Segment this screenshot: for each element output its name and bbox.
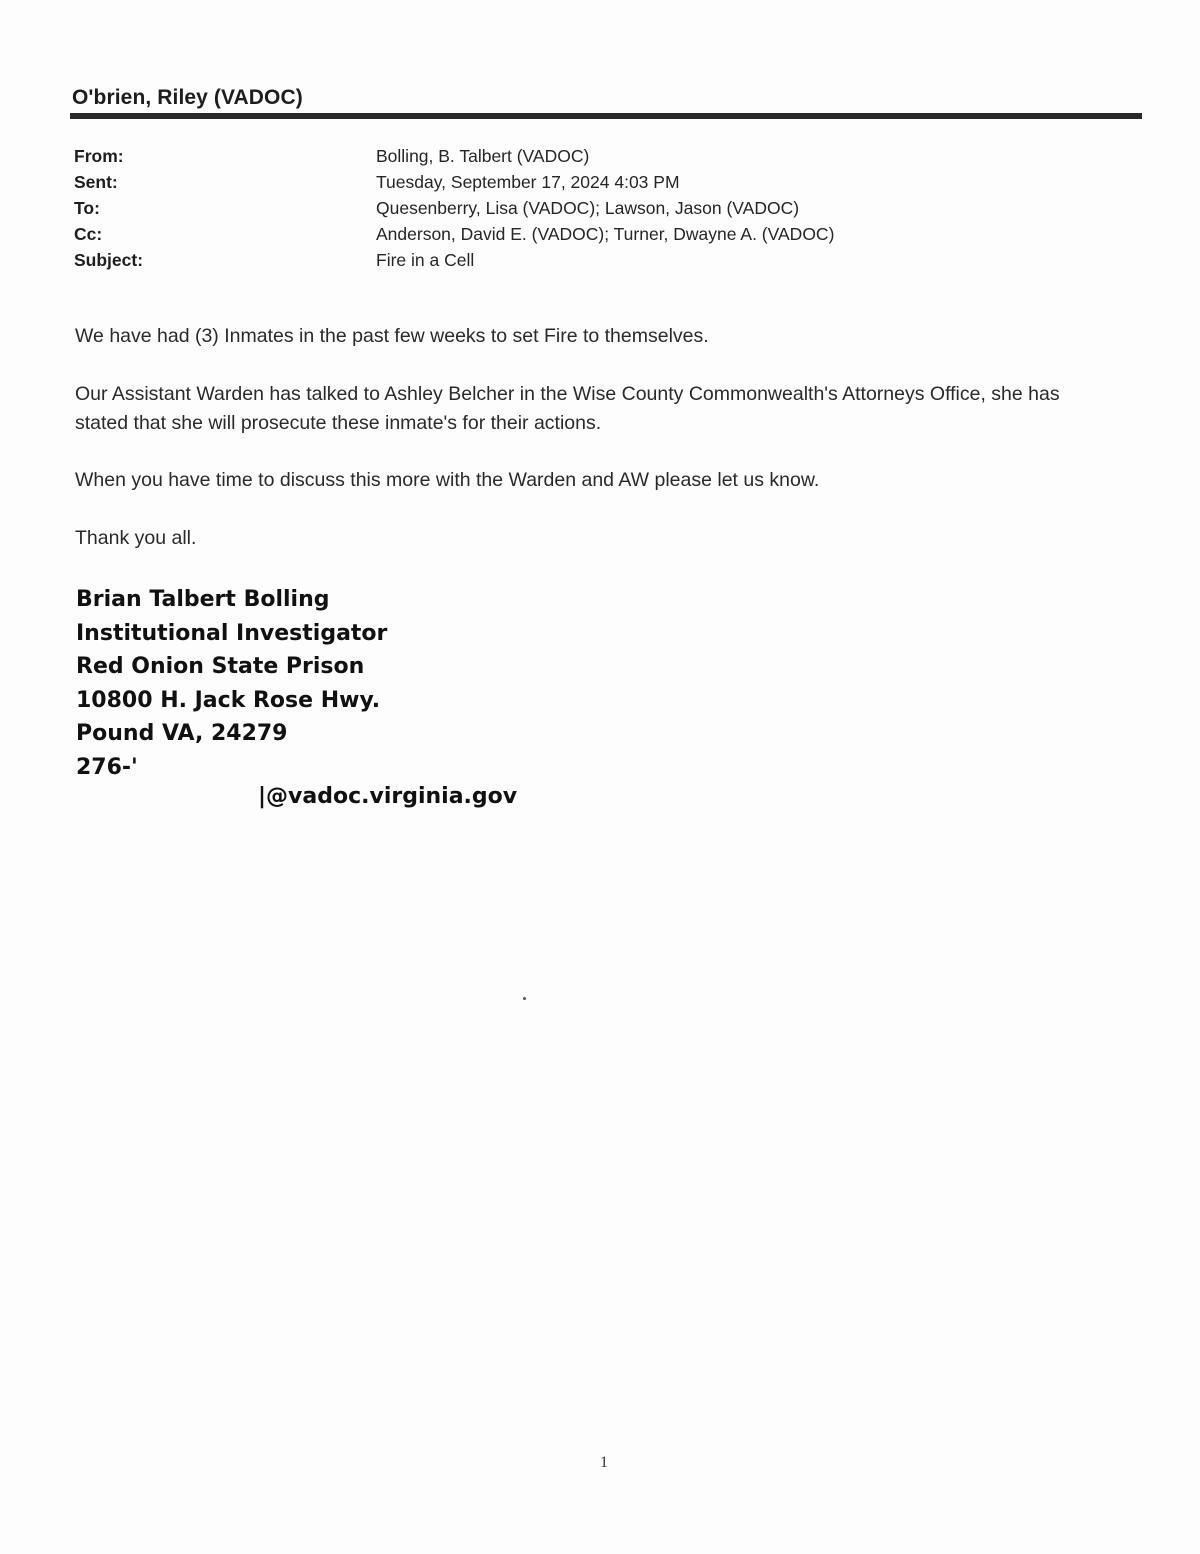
header-from-row [74, 143, 974, 169]
body-paragraph-1: We have had (3) Inmates in the past few weeks to set Fire to themselves. [75, 325, 709, 347]
header-to-value: Quesenberry, Lisa (VADOC); Lawson, Jason (VADOC) [376, 198, 800, 218]
body-closing: Thank you all. [75, 527, 197, 549]
header-to-row [74, 195, 974, 221]
signature-name: Brian Talbert Bolling [76, 587, 330, 612]
header-cc-value: Anderson, David E. (VADOC); Turner, Dwayne A. (VADOC) [376, 224, 835, 244]
header-cc-row [74, 221, 974, 247]
header-subject-label: Subject: [74, 250, 144, 270]
header-sent-label: Sent: [74, 172, 118, 192]
header-sent-value: Tuesday, September 17, 2024 4:03 PM [376, 172, 680, 192]
signature-email: |@vadoc.virginia.gov [258, 784, 518, 809]
signature-phone: 276-' [76, 754, 138, 780]
page-number: 1 [600, 1454, 608, 1471]
header-subject-row [74, 247, 974, 273]
header-subject-value: Fire in a Cell [376, 250, 475, 270]
signature-city: Pound VA, 24279 [76, 721, 288, 746]
body-paragraph-3: When you have time to discuss this more with the Warden and AW please let us know. [75, 469, 820, 491]
header-from-label: From: [74, 146, 124, 166]
header-divider [70, 113, 1142, 119]
header-from-value: Bolling, B. Talbert (VADOC) [376, 146, 590, 166]
header-sent-row [74, 169, 974, 195]
signature-street: 10800 H. Jack Rose Hwy. [76, 687, 381, 713]
mailbox-owner-name: O'brien, Riley (VADOC) [72, 86, 303, 109]
header-cc-label: Cc: [74, 224, 103, 244]
signature-organization: Red Onion State Prison [76, 654, 365, 679]
email-signature [76, 583, 387, 784]
scan-speck [523, 997, 526, 1000]
body-paragraph-2: Our Assistant Warden has talked to Ashley Belcher in the Wise County Commonwealth's Attorneys Office, she has stated that she will prosecute these inmate's for their actions. [75, 383, 1060, 434]
email-headers [74, 143, 974, 273]
signature-title: Institutional Investigator [76, 620, 388, 646]
header-to-label: To: [74, 198, 100, 218]
